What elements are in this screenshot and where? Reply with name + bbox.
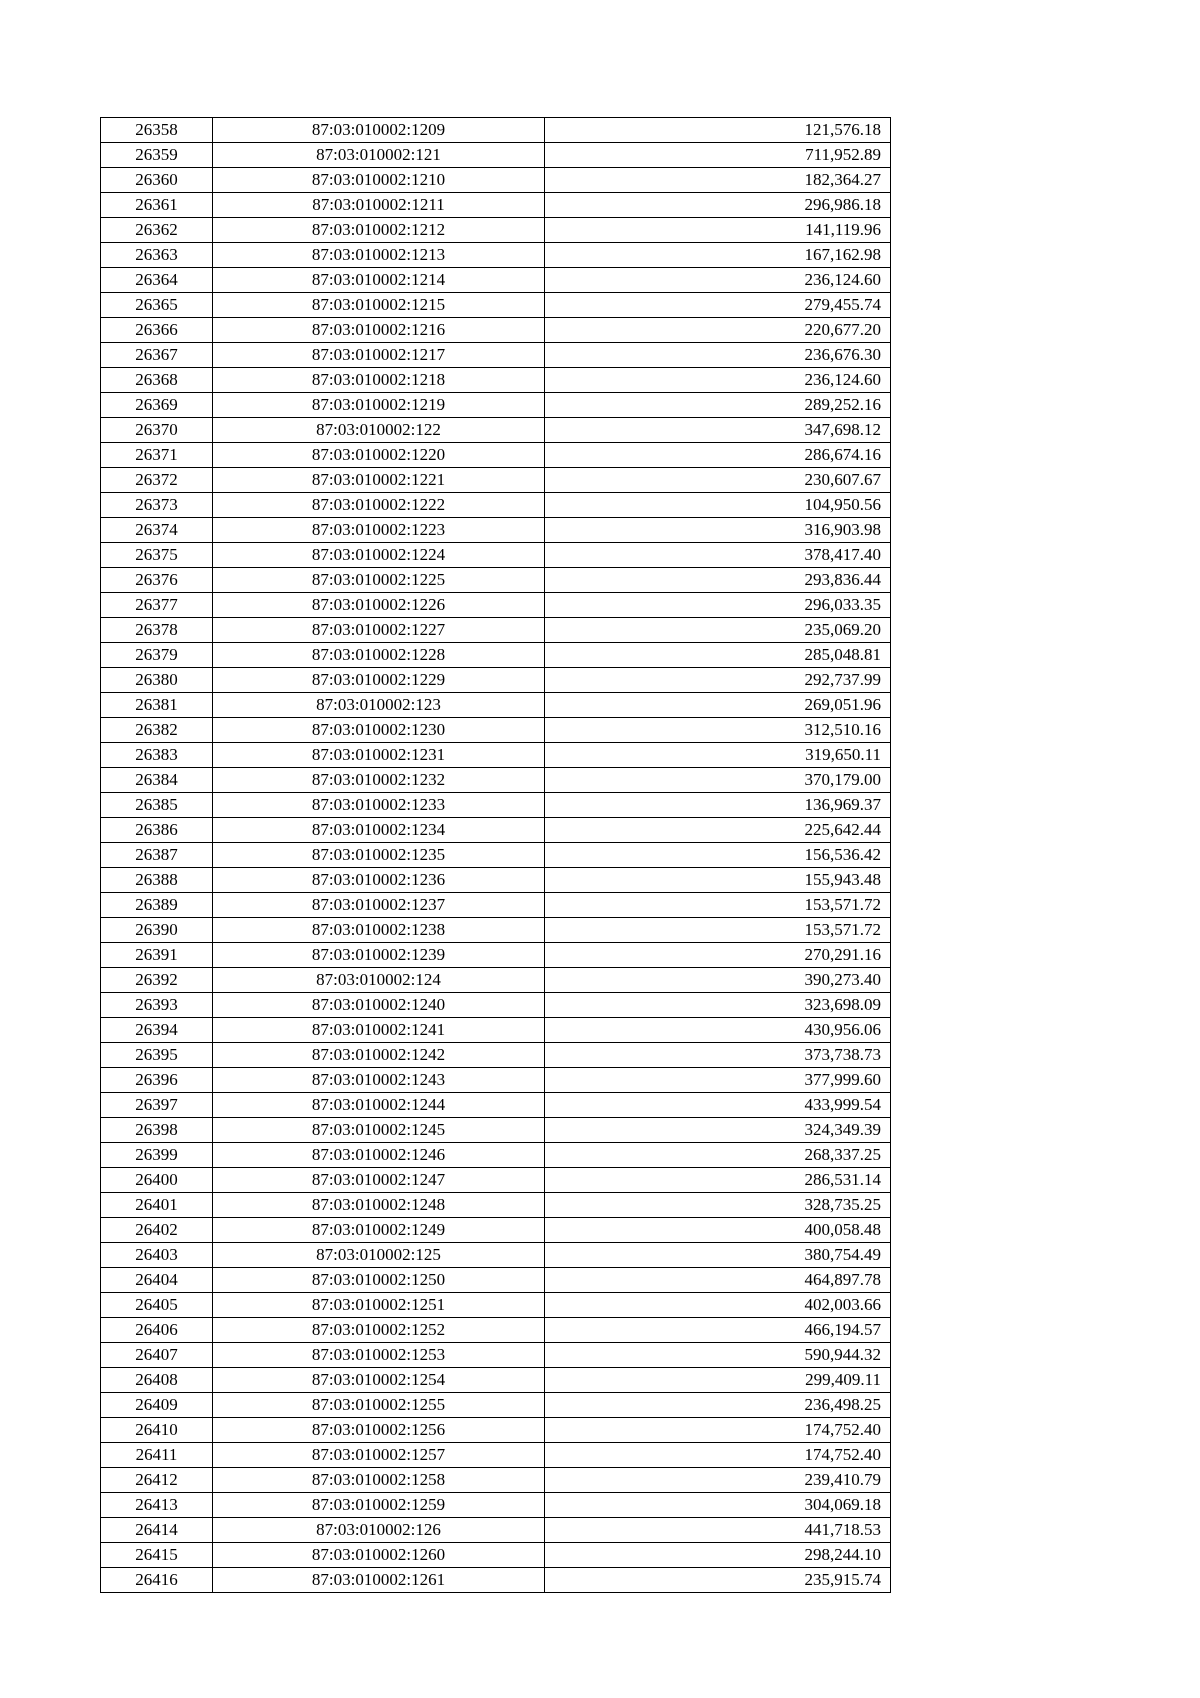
- cadastral-number-cell: 87:03:010002:1258: [213, 1468, 545, 1493]
- row-number-cell: 26387: [101, 843, 213, 868]
- value-cell: 225,642.44: [545, 818, 891, 843]
- table-row: [101, 293, 891, 318]
- table-row: [101, 818, 891, 843]
- row-number-cell: 26382: [101, 718, 213, 743]
- cadastral-number-cell: 87:03:010002:1233: [213, 793, 545, 818]
- row-number-cell: 26358: [101, 118, 213, 143]
- row-number-cell: 26398: [101, 1118, 213, 1143]
- row-number-cell: 26399: [101, 1143, 213, 1168]
- cadastral-number-cell: 87:03:010002:1245: [213, 1118, 545, 1143]
- cadastral-number-cell: 87:03:010002:1213: [213, 243, 545, 268]
- table-row: [101, 768, 891, 793]
- cadastral-number-cell: 87:03:010002:1260: [213, 1543, 545, 1568]
- cadastral-number-cell: 87:03:010002:122: [213, 418, 545, 443]
- cadastral-number-cell: 87:03:010002:1216: [213, 318, 545, 343]
- value-cell: 235,915.74: [545, 1568, 891, 1593]
- table-row: [101, 1018, 891, 1043]
- value-cell: 167,162.98: [545, 243, 891, 268]
- table-row: [101, 893, 891, 918]
- cadastral-number-cell: 87:03:010002:1254: [213, 1368, 545, 1393]
- data-table: [100, 117, 891, 1593]
- value-cell: 269,051.96: [545, 693, 891, 718]
- table-row: [101, 1193, 891, 1218]
- table-row: [101, 593, 891, 618]
- cadastral-number-cell: 87:03:010002:1236: [213, 868, 545, 893]
- table-row: [101, 743, 891, 768]
- cadastral-number-cell: 87:03:010002:1209: [213, 118, 545, 143]
- cadastral-number-cell: 87:03:010002:1255: [213, 1393, 545, 1418]
- value-cell: 174,752.40: [545, 1418, 891, 1443]
- value-cell: 373,738.73: [545, 1043, 891, 1068]
- row-number-cell: 26383: [101, 743, 213, 768]
- cadastral-number-cell: 87:03:010002:1238: [213, 918, 545, 943]
- cadastral-number-cell: 87:03:010002:1256: [213, 1418, 545, 1443]
- table-row: [101, 1393, 891, 1418]
- value-cell: 153,571.72: [545, 918, 891, 943]
- cadastral-number-cell: 87:03:010002:1235: [213, 843, 545, 868]
- row-number-cell: 26372: [101, 468, 213, 493]
- row-number-cell: 26397: [101, 1093, 213, 1118]
- row-number-cell: 26412: [101, 1468, 213, 1493]
- table-row: [101, 793, 891, 818]
- cadastral-number-cell: 87:03:010002:1224: [213, 543, 545, 568]
- value-cell: 156,536.42: [545, 843, 891, 868]
- value-cell: 299,409.11: [545, 1368, 891, 1393]
- value-cell: 235,069.20: [545, 618, 891, 643]
- value-cell: 286,531.14: [545, 1168, 891, 1193]
- cadastral-number-cell: 87:03:010002:1250: [213, 1268, 545, 1293]
- row-number-cell: 26376: [101, 568, 213, 593]
- value-cell: 141,119.96: [545, 218, 891, 243]
- cadastral-number-cell: 87:03:010002:1242: [213, 1043, 545, 1068]
- table-row: [101, 1318, 891, 1343]
- cadastral-number-cell: 87:03:010002:1261: [213, 1568, 545, 1593]
- row-number-cell: 26371: [101, 443, 213, 468]
- table-row: [101, 1518, 891, 1543]
- table-row: [101, 968, 891, 993]
- row-number-cell: 26385: [101, 793, 213, 818]
- table-row: [101, 1543, 891, 1568]
- table-body: [101, 118, 891, 1593]
- table-row: [101, 443, 891, 468]
- cadastral-number-cell: 87:03:010002:1210: [213, 168, 545, 193]
- table-row: [101, 268, 891, 293]
- row-number-cell: 26406: [101, 1318, 213, 1343]
- row-number-cell: 26370: [101, 418, 213, 443]
- table-row: [101, 1368, 891, 1393]
- row-number-cell: 26380: [101, 668, 213, 693]
- value-cell: 236,124.60: [545, 368, 891, 393]
- row-number-cell: 26367: [101, 343, 213, 368]
- row-number-cell: 26369: [101, 393, 213, 418]
- row-number-cell: 26396: [101, 1068, 213, 1093]
- value-cell: 236,676.30: [545, 343, 891, 368]
- cadastral-number-cell: 87:03:010002:1243: [213, 1068, 545, 1093]
- value-cell: 121,576.18: [545, 118, 891, 143]
- value-cell: 153,571.72: [545, 893, 891, 918]
- value-cell: 136,969.37: [545, 793, 891, 818]
- row-number-cell: 26395: [101, 1043, 213, 1068]
- table-row: [101, 568, 891, 593]
- cadastral-number-cell: 87:03:010002:1240: [213, 993, 545, 1018]
- row-number-cell: 26366: [101, 318, 213, 343]
- row-number-cell: 26361: [101, 193, 213, 218]
- table-row: [101, 368, 891, 393]
- value-cell: 430,956.06: [545, 1018, 891, 1043]
- table-row: [101, 1068, 891, 1093]
- row-number-cell: 26363: [101, 243, 213, 268]
- table-row: [101, 1568, 891, 1593]
- cadastral-number-cell: 87:03:010002:1239: [213, 943, 545, 968]
- cadastral-number-cell: 87:03:010002:1214: [213, 268, 545, 293]
- row-number-cell: 26414: [101, 1518, 213, 1543]
- table-row: [101, 518, 891, 543]
- cadastral-number-cell: 87:03:010002:125: [213, 1243, 545, 1268]
- value-cell: 220,677.20: [545, 318, 891, 343]
- table-row: [101, 993, 891, 1018]
- table-row: [101, 1493, 891, 1518]
- cadastral-number-cell: 87:03:010002:1237: [213, 893, 545, 918]
- cadastral-number-cell: 87:03:010002:124: [213, 968, 545, 993]
- table-row: [101, 418, 891, 443]
- value-cell: 400,058.48: [545, 1218, 891, 1243]
- value-cell: 182,364.27: [545, 168, 891, 193]
- cadastral-number-cell: 87:03:010002:1220: [213, 443, 545, 468]
- row-number-cell: 26377: [101, 593, 213, 618]
- cadastral-number-cell: 87:03:010002:1259: [213, 1493, 545, 1518]
- table-row: [101, 343, 891, 368]
- cadastral-number-cell: 87:03:010002:1251: [213, 1293, 545, 1318]
- value-cell: 236,498.25: [545, 1393, 891, 1418]
- cadastral-number-cell: 87:03:010002:1257: [213, 1443, 545, 1468]
- table-row: [101, 118, 891, 143]
- row-number-cell: 26409: [101, 1393, 213, 1418]
- row-number-cell: 26410: [101, 1418, 213, 1443]
- value-cell: 304,069.18: [545, 1493, 891, 1518]
- row-number-cell: 26375: [101, 543, 213, 568]
- cadastral-number-cell: 87:03:010002:1223: [213, 518, 545, 543]
- table-row: [101, 868, 891, 893]
- row-number-cell: 26408: [101, 1368, 213, 1393]
- value-cell: 289,252.16: [545, 393, 891, 418]
- value-cell: 328,735.25: [545, 1193, 891, 1218]
- row-number-cell: 26394: [101, 1018, 213, 1043]
- table-row: [101, 1043, 891, 1068]
- cadastral-number-cell: 87:03:010002:1232: [213, 768, 545, 793]
- table-row: [101, 1118, 891, 1143]
- cadastral-number-cell: 87:03:010002:1247: [213, 1168, 545, 1193]
- cadastral-number-cell: 87:03:010002:1230: [213, 718, 545, 743]
- cadastral-number-cell: 87:03:010002:1219: [213, 393, 545, 418]
- value-cell: 296,033.35: [545, 593, 891, 618]
- value-cell: 433,999.54: [545, 1093, 891, 1118]
- row-number-cell: 26400: [101, 1168, 213, 1193]
- row-number-cell: 26390: [101, 918, 213, 943]
- cadastral-number-cell: 87:03:010002:1228: [213, 643, 545, 668]
- table-row: [101, 1243, 891, 1268]
- cadastral-number-cell: 87:03:010002:123: [213, 693, 545, 718]
- value-cell: 155,943.48: [545, 868, 891, 893]
- table-row: [101, 1468, 891, 1493]
- table-row: [101, 1218, 891, 1243]
- cadastral-number-cell: 87:03:010002:1217: [213, 343, 545, 368]
- table-row: [101, 1093, 891, 1118]
- table-row: [101, 1143, 891, 1168]
- cadastral-number-cell: 87:03:010002:1234: [213, 818, 545, 843]
- row-number-cell: 26364: [101, 268, 213, 293]
- cadastral-number-cell: 87:03:010002:1221: [213, 468, 545, 493]
- table-row: [101, 843, 891, 868]
- row-number-cell: 26393: [101, 993, 213, 1018]
- value-cell: 286,674.16: [545, 443, 891, 468]
- cadastral-number-cell: 87:03:010002:121: [213, 143, 545, 168]
- row-number-cell: 26360: [101, 168, 213, 193]
- value-cell: 711,952.89: [545, 143, 891, 168]
- row-number-cell: 26401: [101, 1193, 213, 1218]
- row-number-cell: 26407: [101, 1343, 213, 1368]
- value-cell: 312,510.16: [545, 718, 891, 743]
- row-number-cell: 26391: [101, 943, 213, 968]
- row-number-cell: 26405: [101, 1293, 213, 1318]
- table-row: [101, 1418, 891, 1443]
- value-cell: 296,986.18: [545, 193, 891, 218]
- cadastral-number-cell: 87:03:010002:1241: [213, 1018, 545, 1043]
- value-cell: 466,194.57: [545, 1318, 891, 1343]
- row-number-cell: 26403: [101, 1243, 213, 1268]
- cadastral-number-cell: 87:03:010002:1248: [213, 1193, 545, 1218]
- table-row: [101, 543, 891, 568]
- cadastral-number-cell: 87:03:010002:1222: [213, 493, 545, 518]
- row-number-cell: 26388: [101, 868, 213, 893]
- row-number-cell: 26402: [101, 1218, 213, 1243]
- value-cell: 316,903.98: [545, 518, 891, 543]
- row-number-cell: 26392: [101, 968, 213, 993]
- table-row: [101, 193, 891, 218]
- value-cell: 279,455.74: [545, 293, 891, 318]
- table-row: [101, 1268, 891, 1293]
- cadastral-number-cell: 87:03:010002:1229: [213, 668, 545, 693]
- value-cell: 292,737.99: [545, 668, 891, 693]
- cadastral-number-cell: 87:03:010002:1212: [213, 218, 545, 243]
- cadastral-number-cell: 87:03:010002:1249: [213, 1218, 545, 1243]
- row-number-cell: 26374: [101, 518, 213, 543]
- value-cell: 390,273.40: [545, 968, 891, 993]
- cadastral-number-cell: 87:03:010002:1252: [213, 1318, 545, 1343]
- table-row: [101, 318, 891, 343]
- cadastral-number-cell: 87:03:010002:1218: [213, 368, 545, 393]
- row-number-cell: 26359: [101, 143, 213, 168]
- cadastral-number-cell: 87:03:010002:1225: [213, 568, 545, 593]
- value-cell: 378,417.40: [545, 543, 891, 568]
- table-row: [101, 943, 891, 968]
- row-number-cell: 26378: [101, 618, 213, 643]
- value-cell: 236,124.60: [545, 268, 891, 293]
- value-cell: 441,718.53: [545, 1518, 891, 1543]
- value-cell: 285,048.81: [545, 643, 891, 668]
- table-row: [101, 493, 891, 518]
- value-cell: 319,650.11: [545, 743, 891, 768]
- row-number-cell: 26413: [101, 1493, 213, 1518]
- value-cell: 402,003.66: [545, 1293, 891, 1318]
- table-row: [101, 243, 891, 268]
- table-row: [101, 618, 891, 643]
- table-row: [101, 1443, 891, 1468]
- value-cell: 323,698.09: [545, 993, 891, 1018]
- row-number-cell: 26411: [101, 1443, 213, 1468]
- table-row: [101, 693, 891, 718]
- value-cell: 270,291.16: [545, 943, 891, 968]
- value-cell: 298,244.10: [545, 1543, 891, 1568]
- row-number-cell: 26381: [101, 693, 213, 718]
- row-number-cell: 26362: [101, 218, 213, 243]
- table-row: [101, 1293, 891, 1318]
- cadastral-number-cell: 87:03:010002:1226: [213, 593, 545, 618]
- value-cell: 377,999.60: [545, 1068, 891, 1093]
- cadastral-number-cell: 87:03:010002:1211: [213, 193, 545, 218]
- table-row: [101, 468, 891, 493]
- row-number-cell: 26384: [101, 768, 213, 793]
- row-number-cell: 26389: [101, 893, 213, 918]
- table-row: [101, 1168, 891, 1193]
- value-cell: 380,754.49: [545, 1243, 891, 1268]
- row-number-cell: 26368: [101, 368, 213, 393]
- table-row: [101, 1343, 891, 1368]
- table-row: [101, 668, 891, 693]
- cadastral-number-cell: 87:03:010002:1244: [213, 1093, 545, 1118]
- value-cell: 370,179.00: [545, 768, 891, 793]
- value-cell: 268,337.25: [545, 1143, 891, 1168]
- row-number-cell: 26415: [101, 1543, 213, 1568]
- value-cell: 347,698.12: [545, 418, 891, 443]
- value-cell: 239,410.79: [545, 1468, 891, 1493]
- value-cell: 104,950.56: [545, 493, 891, 518]
- row-number-cell: 26373: [101, 493, 213, 518]
- row-number-cell: 26379: [101, 643, 213, 668]
- table-row: [101, 143, 891, 168]
- row-number-cell: 26365: [101, 293, 213, 318]
- table-row: [101, 918, 891, 943]
- cadastral-number-cell: 87:03:010002:126: [213, 1518, 545, 1543]
- value-cell: 174,752.40: [545, 1443, 891, 1468]
- table-row: [101, 218, 891, 243]
- cadastral-number-cell: 87:03:010002:1253: [213, 1343, 545, 1368]
- row-number-cell: 26404: [101, 1268, 213, 1293]
- value-cell: 590,944.32: [545, 1343, 891, 1368]
- table-row: [101, 718, 891, 743]
- cadastral-number-cell: 87:03:010002:1246: [213, 1143, 545, 1168]
- value-cell: 230,607.67: [545, 468, 891, 493]
- value-cell: 464,897.78: [545, 1268, 891, 1293]
- table-row: [101, 643, 891, 668]
- table-row: [101, 168, 891, 193]
- value-cell: 293,836.44: [545, 568, 891, 593]
- value-cell: 324,349.39: [545, 1118, 891, 1143]
- row-number-cell: 26416: [101, 1568, 213, 1593]
- cadastral-number-cell: 87:03:010002:1215: [213, 293, 545, 318]
- cadastral-number-cell: 87:03:010002:1227: [213, 618, 545, 643]
- table-row: [101, 393, 891, 418]
- row-number-cell: 26386: [101, 818, 213, 843]
- cadastral-number-cell: 87:03:010002:1231: [213, 743, 545, 768]
